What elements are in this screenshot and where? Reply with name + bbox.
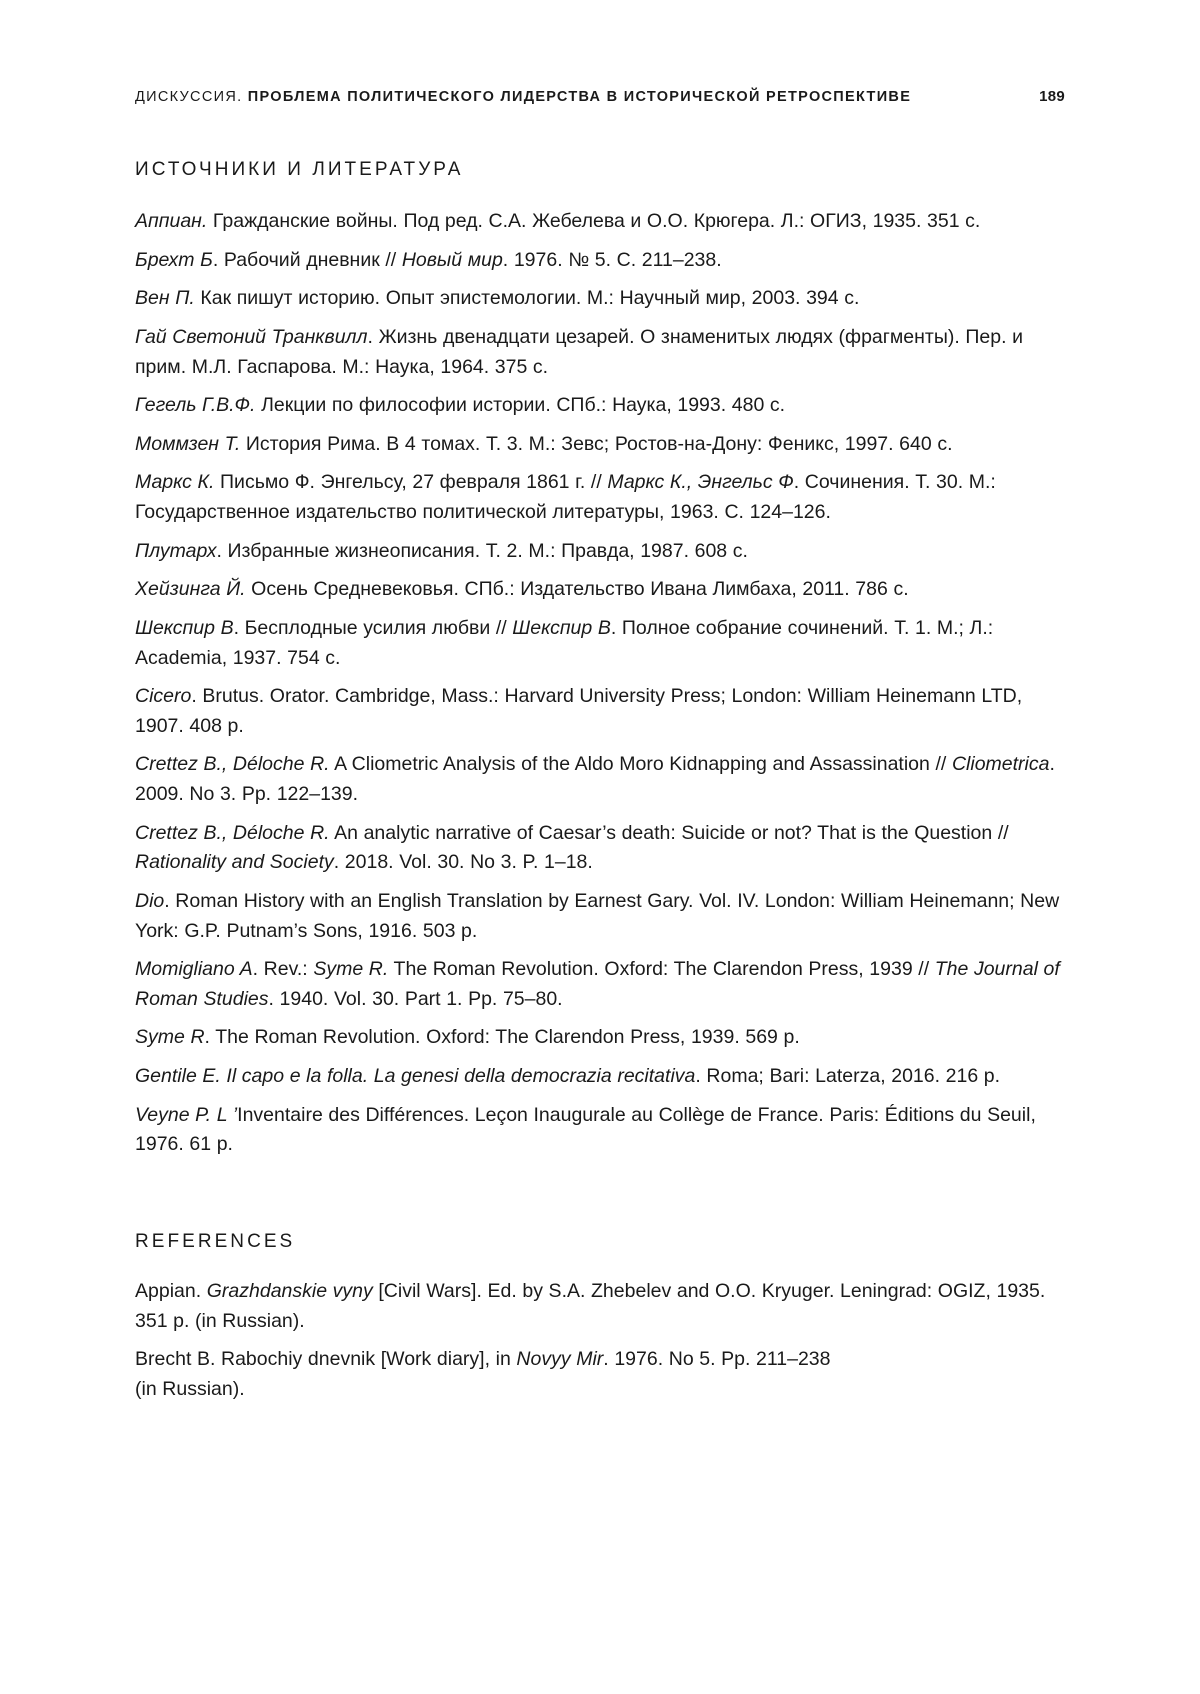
running-head-title: ПРОБЛЕМА ПОЛИТИЧЕСКОГО ЛИДЕРСТВА В ИСТОРИЧЕСКОЙ РЕТРОСПЕКТИВЕ <box>247 89 912 105</box>
reference-entry: Crettez B., Déloche R. A Cliometric Analysis of the Aldo Moro Kidnapping and Assassination // Cliometrica. 2009. No 3. Pp. 122–139. <box>135 753 1055 805</box>
reference-entry: Gentile E. Il capo e la folla. La genesi della democrazia recitativa. Roma; Bari: Laterza, 2016. 216 p. <box>135 1065 1001 1087</box>
reference-entry: Гегель Г.В.Ф. Лекции по философии истории. СПб.: Наука, 1993. 480 с. <box>135 394 786 417</box>
reference-entry: Veyne P. L ’Inventaire des Différences. Leçon Inaugurale au Collège de France. Paris: Éditions du Seuil, 1976. 61 p. <box>135 1103 1036 1156</box>
references-list <box>135 1277 1065 1405</box>
reference-entry: Momigliano A. Rev.: Syme R. The Roman Revolution. Oxford: The Clarendon Press, 1939 // The Journal of Roman Studies. 1940. Vol. 30. Part 1. Pp. 75–80. <box>135 958 1060 1010</box>
sources-section-title: ИСТОЧНИКИ И ЛИТЕРАТУРА <box>135 159 464 180</box>
reference-entry: Brecht B. Rabochiy dnevnik [Work diary], in Novyy Mir. 1976. No 5. Pp. 211–238 (in Russian). <box>135 1348 831 1400</box>
reference-entry: Cicero. Brutus. Orator. Cambridge, Mass.: Harvard University Press; London: William Heinemann LTD, 1907. 408 p. <box>135 685 1023 737</box>
page-content <box>135 88 1065 1413</box>
reference-entry: Crettez B., Déloche R. An analytic narrative of Caesar’s death: Suicide or not? That is the Question // Rationality and Society. 2018. Vol. 30. No 3. P. 1–18. <box>135 821 1009 874</box>
reference-entry: Аппиан. Гражданские войны. Под ред. С.А. Жебелева и О.О. Крюгера. Л.: ОГИЗ, 1935. 351 с. <box>135 210 981 232</box>
reference-entry: Вен П. Как пишут историю. Опыт эпистемологии. М.: Научный мир, 2003. 394 с. <box>135 287 860 310</box>
sources-list <box>135 207 1065 1160</box>
reference-entry: Маркс К. Письмо Ф. Энгельсу, 27 февраля 1861 г. // Маркс К., Энгельс Ф. Сочинения. Т. 30. М.: Государственное издательство политической литературы, 1963. С. 124–126. <box>135 471 996 523</box>
reference-entry: Шекспир В. Бесплодные усилия любви // Шекспир В. Полное собрание сочинений. Т. 1. М.; Л.: Academia, 1937. 754 с. <box>135 616 994 669</box>
references-section-title: REFERENCES <box>135 1230 296 1252</box>
reference-entry: Плутарх. Избранные жизнеописания. Т. 2. М.: Правда, 1987. 608 с. <box>135 539 748 562</box>
reference-entry: Моммзен Т. История Рима. В 4 томах. Т. 3. М.: Зевс; Ростов-на-Дону: Феникс, 1997. 640 с. <box>135 432 953 455</box>
reference-entry: Syme R. The Roman Revolution. Oxford: The Clarendon Press, 1939. 569 p. <box>135 1026 800 1049</box>
reference-entry: Dio. Roman History with an English Translation by Earnest Gary. Vol. IV. London: William Heinemann; New York: G.P. Putnam’s Sons, 1916. 503 p. <box>135 889 1060 942</box>
reference-entry: Гай Светоний Транквилл. Жизнь двенадцати цезарей. О знаменитых людях (фрагменты). Пер. и прим. М.Л. Гаспарова. М.: Наука, 1964. 375 с. <box>135 325 1023 378</box>
section-spacer <box>135 1169 1065 1231</box>
running-head <box>135 88 1065 105</box>
running-head-discussion: ДИСКУССИЯ. <box>135 89 248 105</box>
page-number: 189 <box>1039 88 1065 105</box>
reference-entry: Брехт Б. Рабочий дневник // Новый мир. 1976. № 5. С. 211–238. <box>135 248 722 271</box>
reference-entry: Appian. Grazhdanskie vyny [Civil Wars]. Ed. by S.A. Zhebelev and O.O. Kryuger. Leningrad: OGIZ, 1935. 351 p. (in Russian). <box>135 1279 1046 1332</box>
reference-entry: Хейзинга Й. Осень Средневековья. СПб.: Издательство Ивана Лимбаха, 2011. 786 с. <box>135 578 909 601</box>
